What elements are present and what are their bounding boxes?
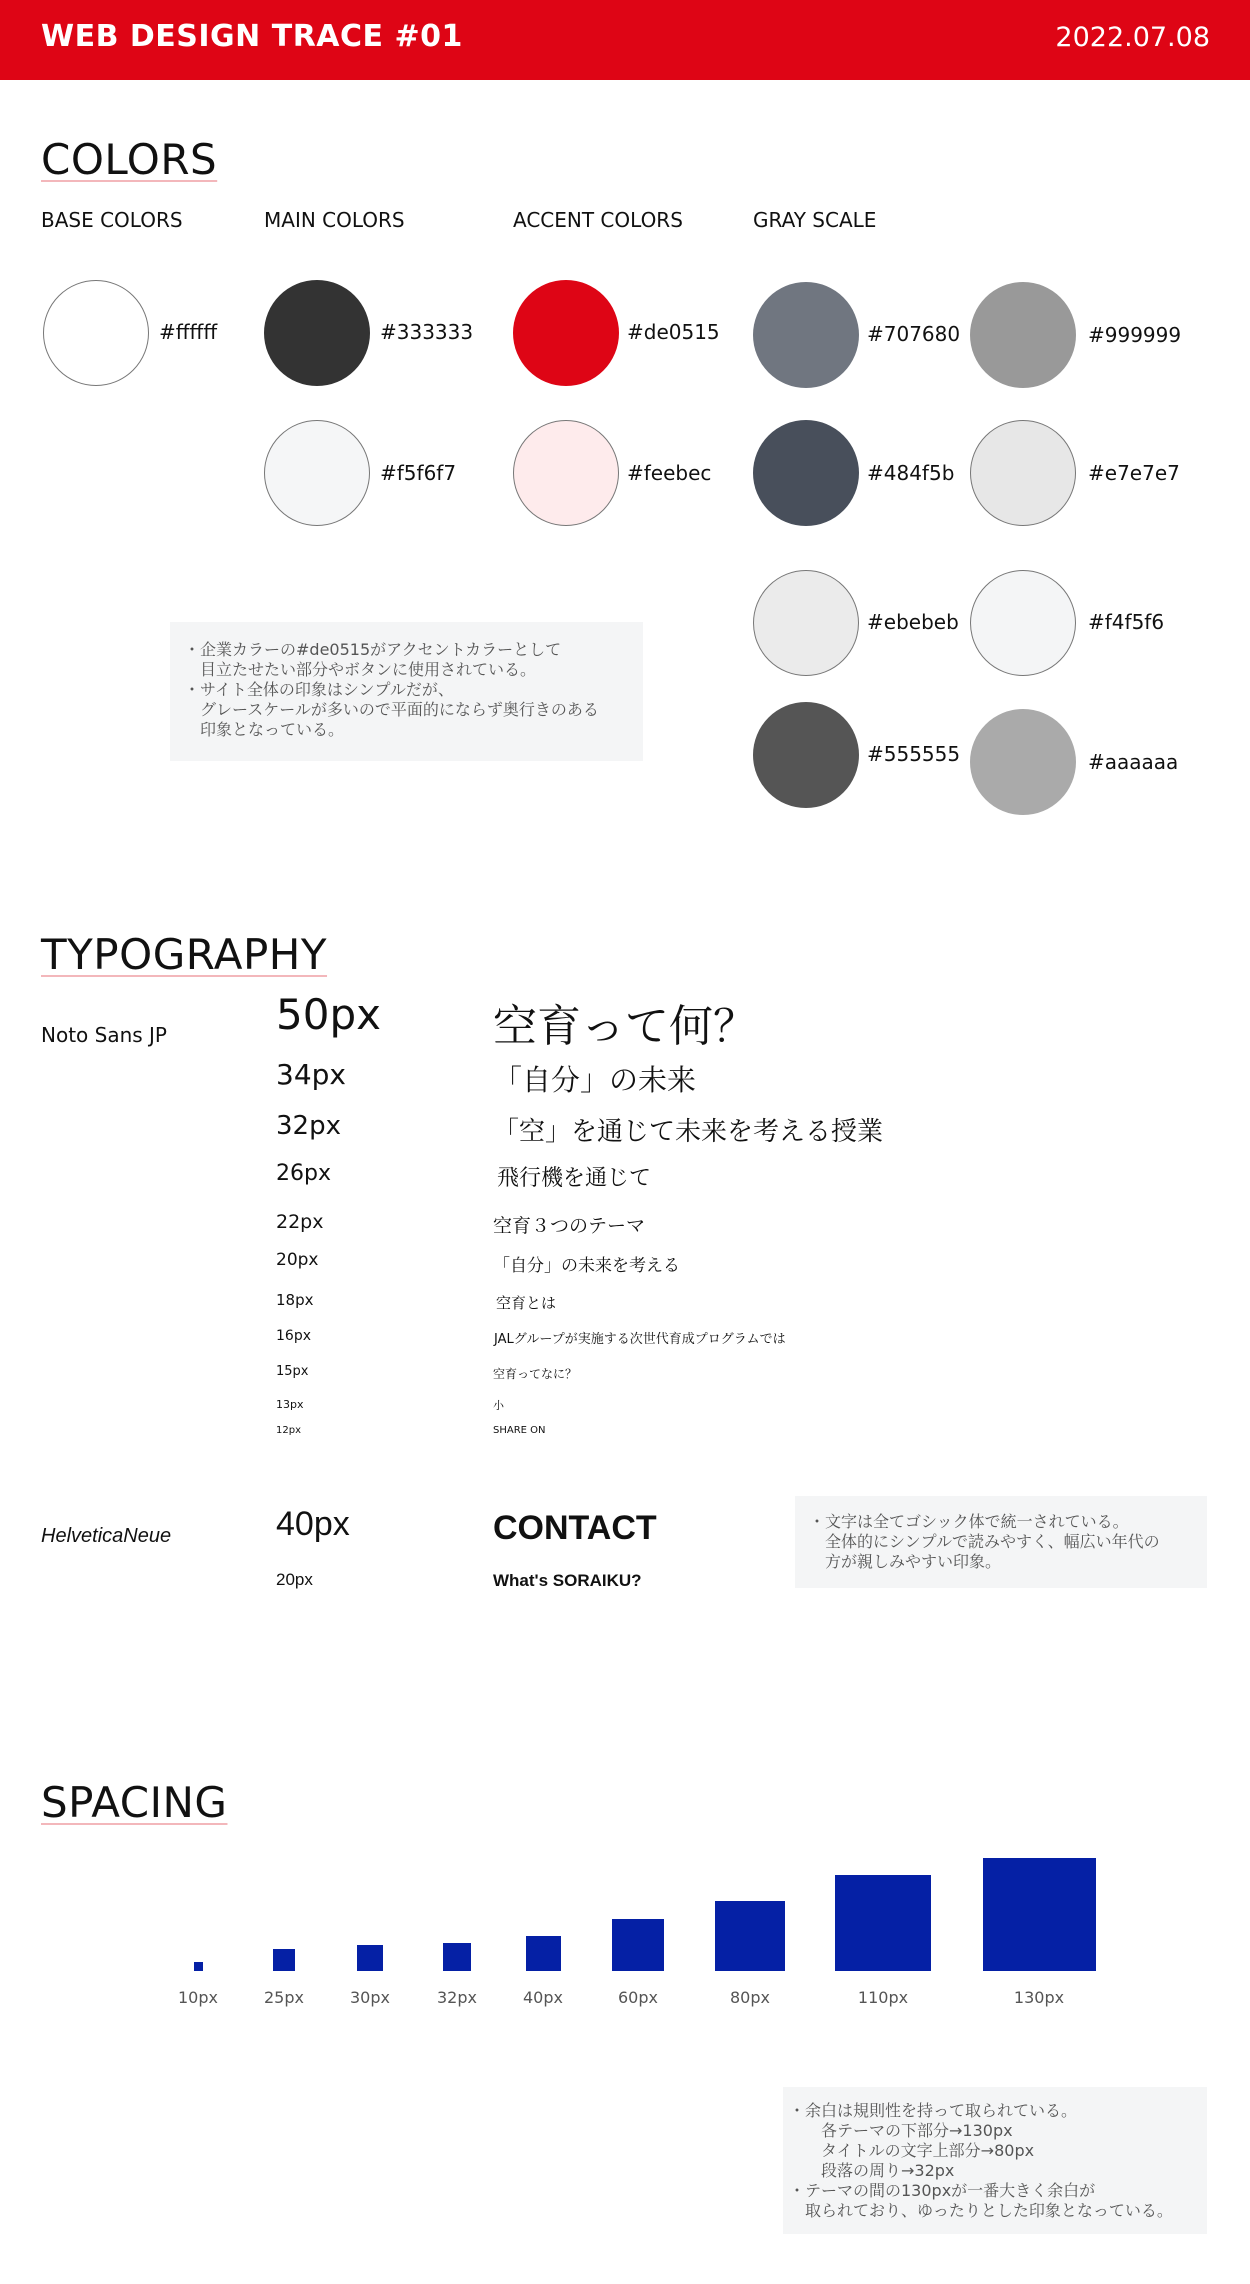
spacing-section-title: SPACING bbox=[41, 1778, 228, 1827]
spacing-bar-60px bbox=[612, 1919, 664, 1971]
spacing-bar-label: 32px bbox=[437, 1988, 477, 2007]
spacing-bar-25px bbox=[273, 1949, 295, 1971]
type-sample: 飛行機を通じて bbox=[497, 1166, 652, 1191]
type-sample: 「自分」の未来 bbox=[493, 1063, 697, 1097]
note-line: 取られており、ゆったりとした印象となっている。 bbox=[789, 2201, 1173, 2220]
swatch-feebec bbox=[513, 420, 619, 526]
size-label: 15px bbox=[276, 1364, 309, 1379]
note-line: ・余白は規則性を持って取られている。 bbox=[789, 2101, 1078, 2120]
font-name-helvetica: HelveticaNeue bbox=[41, 1525, 172, 1547]
spacing-bar-label: 40px bbox=[523, 1988, 563, 2007]
font-name-noto: Noto Sans JP bbox=[41, 1023, 167, 1047]
size-label: 32px bbox=[276, 1111, 341, 1141]
swatch-label-333333: #333333 bbox=[380, 320, 474, 344]
note-line: 各テーマの下部分→130px bbox=[789, 2121, 1013, 2140]
swatch-f4f5f6 bbox=[970, 570, 1076, 676]
spacing-bar-label: 80px bbox=[730, 1988, 770, 2007]
typography-note bbox=[795, 1496, 1207, 1588]
swatch-label-e7e7e7: #e7e7e7 bbox=[1088, 461, 1180, 485]
swatch-ebebeb bbox=[753, 570, 859, 676]
note-line: ・テーマの間の130pxが一番大きく余白が bbox=[789, 2181, 1096, 2200]
swatch-label-ebebeb: #ebebeb bbox=[867, 610, 959, 634]
swatch-de0515 bbox=[513, 280, 619, 386]
swatch-555555 bbox=[753, 702, 859, 808]
note-line: グレースケールが多いので平面的にならず奥行きのある bbox=[184, 700, 599, 719]
colors-section-title: COLORS bbox=[41, 135, 218, 184]
swatch-label-484f5b: #484f5b bbox=[867, 461, 955, 485]
swatch-label-999999: #999999 bbox=[1088, 323, 1182, 347]
size-label: 34px bbox=[276, 1058, 346, 1091]
swatch-333333 bbox=[264, 280, 370, 386]
swatch-label-de0515: #de0515 bbox=[627, 320, 720, 344]
type-sample: JALグループが実施する次世代育成プログラムでは bbox=[494, 1332, 786, 1347]
note-line: タイトルの文字上部分→80px bbox=[789, 2141, 1035, 2160]
swatch-484f5b bbox=[753, 420, 859, 526]
size-label: 12px bbox=[276, 1425, 301, 1436]
swatch-e7e7e7 bbox=[970, 420, 1076, 526]
main-colors-label: MAIN COLORS bbox=[264, 208, 405, 232]
swatch-label-aaaaaa: #aaaaaa bbox=[1088, 750, 1179, 774]
swatch-ffffff bbox=[43, 280, 149, 386]
type-sample: SHARE ON bbox=[493, 1425, 546, 1436]
note-line: ・文字は全てゴシック体で統一されている。 bbox=[809, 1512, 1129, 1531]
swatch-999999 bbox=[970, 282, 1076, 388]
spacing-bar-30px bbox=[357, 1945, 383, 1971]
gray-scale-label: GRAY SCALE bbox=[753, 208, 877, 232]
swatch-aaaaaa bbox=[970, 709, 1076, 815]
size-label: 22px bbox=[276, 1211, 324, 1233]
type-sample: 「空」を通じて未来を考える授業 bbox=[493, 1117, 884, 1147]
size-label: 20px bbox=[276, 1250, 319, 1270]
accent-colors-label: ACCENT COLORS bbox=[513, 208, 683, 232]
note-line: 方が親しみやすい印象。 bbox=[809, 1552, 1002, 1571]
swatch-label-feebec: #feebec bbox=[627, 461, 712, 485]
size-label: 20px bbox=[276, 1570, 313, 1589]
type-sample: 空育とは bbox=[496, 1294, 557, 1312]
swatch-label-707680: #707680 bbox=[867, 322, 961, 346]
type-sample: What's SORAIKU? bbox=[493, 1571, 642, 1590]
type-sample: 空育３つのテーマ bbox=[493, 1215, 646, 1237]
spacing-bar-label: 110px bbox=[857, 1988, 909, 2007]
spacing-note bbox=[783, 2087, 1207, 2234]
spacing-bar-label: 25px bbox=[264, 1988, 304, 2007]
swatch-label-f5f6f7: #f5f6f7 bbox=[380, 461, 457, 485]
note-line: ・サイト全体の印象はシンプルだが、 bbox=[184, 680, 454, 699]
spacing-bar-80px bbox=[715, 1901, 785, 1971]
spacing-bar-40px bbox=[526, 1936, 561, 1971]
type-sample: CONTACT bbox=[493, 1509, 657, 1547]
header-title: WEB DESIGN TRACE #01 bbox=[41, 19, 463, 54]
swatch-f5f6f7 bbox=[264, 420, 370, 526]
spacing-bar-110px bbox=[835, 1875, 931, 1971]
note-line: 目立たせたい部分やボタンに使用されている。 bbox=[184, 660, 537, 679]
size-label: 16px bbox=[276, 1328, 311, 1344]
base-colors-label: BASE COLORS bbox=[41, 208, 183, 232]
swatch-label-f4f5f6: #f4f5f6 bbox=[1088, 610, 1165, 634]
type-sample: 小 bbox=[493, 1399, 504, 1412]
swatch-label-ffffff: #ffffff bbox=[159, 320, 218, 344]
colors-note bbox=[170, 622, 643, 761]
size-label: 26px bbox=[276, 1161, 331, 1186]
spacing-bar-32px bbox=[443, 1943, 471, 1971]
type-sample: 空育って何？ bbox=[493, 1001, 757, 1052]
type-sample: 空育ってなに？ bbox=[493, 1367, 578, 1381]
note-line: 段落の周り→32px bbox=[789, 2161, 955, 2180]
size-label: 40px bbox=[276, 1505, 350, 1543]
swatch-707680 bbox=[753, 282, 859, 388]
spacing-bar-label: 60px bbox=[618, 1988, 658, 2007]
size-label: 13px bbox=[276, 1398, 304, 1411]
header-date: 2022.07.08 bbox=[1055, 22, 1210, 53]
note-line: ・企業カラーの#de0515がアクセントカラーとして bbox=[184, 640, 562, 659]
swatch-label-555555: #555555 bbox=[867, 742, 961, 766]
spacing-bar-10px bbox=[194, 1962, 203, 1971]
size-label: 18px bbox=[276, 1291, 314, 1309]
size-label: 50px bbox=[276, 990, 381, 1039]
note-line: 全体的にシンプルで読みやすく、幅広い年代の bbox=[809, 1532, 1160, 1551]
note-line: 印象となっている。 bbox=[184, 720, 345, 739]
spacing-bar-label: 30px bbox=[350, 1988, 390, 2007]
spacing-bar-label: 10px bbox=[178, 1988, 218, 2007]
spacing-bar-label: 130px bbox=[1013, 1988, 1065, 2007]
spacing-bar-130px bbox=[983, 1858, 1096, 1971]
type-sample: 「自分」の未来を考える bbox=[493, 1256, 680, 1276]
typography-section-title: TYPOGRAPHY bbox=[41, 930, 328, 979]
